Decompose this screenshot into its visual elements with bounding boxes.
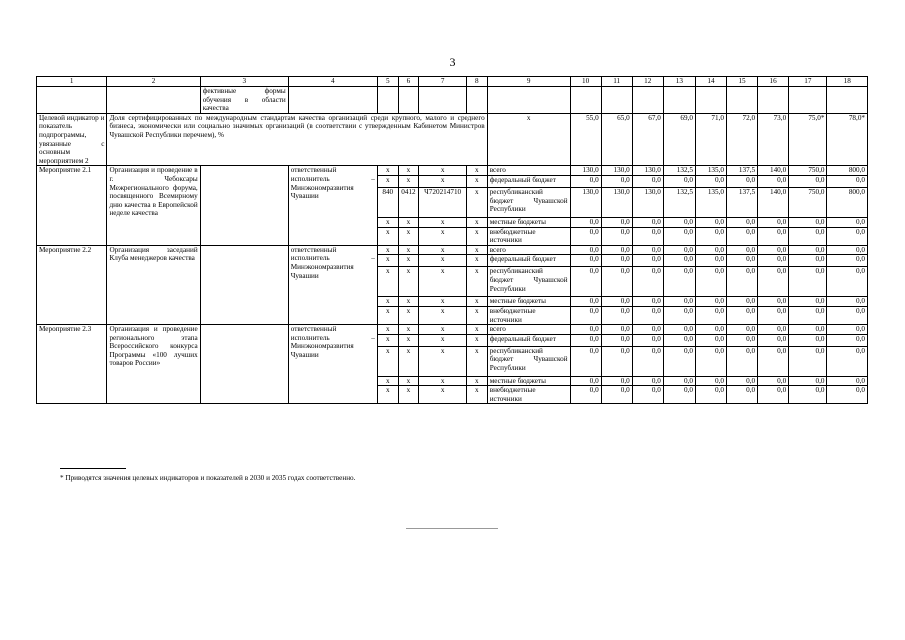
code-cell: x xyxy=(419,306,467,324)
code-cell: x xyxy=(398,255,419,267)
code-cell: x xyxy=(466,267,487,297)
funding-value: 0,0 xyxy=(727,306,758,324)
funding-value: 0,0 xyxy=(695,267,726,297)
funding-value: 0,0 xyxy=(758,245,789,255)
header-row xyxy=(37,77,868,87)
funding-value: 130,0 xyxy=(601,187,632,217)
funding-value: 0,0 xyxy=(727,376,758,386)
column-header: 7 xyxy=(419,77,467,87)
funding-value: 0,0 xyxy=(727,175,758,187)
indicator-value: 55,0 xyxy=(570,113,601,166)
code-cell: x xyxy=(466,166,487,176)
code-cell: x xyxy=(398,227,419,245)
column-header: 4 xyxy=(288,77,377,87)
code-cell: x xyxy=(377,346,398,376)
funding-value: 0,0 xyxy=(570,175,601,187)
code-cell: x xyxy=(398,306,419,324)
code-cell: x xyxy=(419,325,467,335)
funding-value: 0,0 xyxy=(632,297,663,307)
indicator-label: Целевой индикатор и показатель подпрограммы, увязанные с основным мероприятием 2 xyxy=(37,113,107,166)
funding-value: 0,0 xyxy=(632,267,663,297)
funding-source: федеральный бюджет xyxy=(487,255,570,267)
funding-value: 0,0 xyxy=(758,217,789,227)
indicator-value: 67,0 xyxy=(632,113,663,166)
code-cell: x xyxy=(466,306,487,324)
code-cell: x xyxy=(419,255,467,267)
funding-value: 130,0 xyxy=(570,166,601,176)
funding-value: 0,0 xyxy=(601,217,632,227)
funding-row xyxy=(37,166,868,176)
code-cell: x xyxy=(419,346,467,376)
code-cell: x xyxy=(398,267,419,297)
column-header: 14 xyxy=(695,77,726,87)
funding-value: 0,0 xyxy=(727,267,758,297)
column-header: 1 xyxy=(37,77,107,87)
funding-value: 132,5 xyxy=(663,187,695,217)
code-cell: x xyxy=(466,376,487,386)
funding-value: 0,0 xyxy=(632,376,663,386)
funding-value: 0,0 xyxy=(695,386,726,404)
funding-value: 0,0 xyxy=(789,267,827,297)
code-cell: x xyxy=(466,227,487,245)
event-label: Мероприятие 2.3 xyxy=(37,325,107,404)
code-cell: x xyxy=(398,376,419,386)
funding-source: федеральный бюджет xyxy=(487,175,570,187)
event-name: Организация и проведение в г. Чебоксары Межрегионального форума, посвященного Всемирному дню качества в Европейской неделе качества xyxy=(107,166,200,245)
code-cell: x xyxy=(419,386,467,404)
funding-value: 0,0 xyxy=(570,334,601,346)
code-cell: x xyxy=(377,325,398,335)
funding-value: 0,0 xyxy=(601,245,632,255)
funding-value: 0,0 xyxy=(570,376,601,386)
funding-value: 0,0 xyxy=(663,217,695,227)
funding-value: 0,0 xyxy=(827,334,868,346)
funding-source: местные бюджеты xyxy=(487,376,570,386)
funding-source: всего xyxy=(487,166,570,176)
funding-value: 0,0 xyxy=(601,334,632,346)
funding-source: федеральный бюджет xyxy=(487,334,570,346)
funding-source: республиканский бюджет Чувашской Республики xyxy=(487,346,570,376)
funding-value: 0,0 xyxy=(727,255,758,267)
funding-value: 0,0 xyxy=(632,217,663,227)
funding-value: 0,0 xyxy=(663,306,695,324)
code-cell: Ч720214710 xyxy=(419,187,467,217)
funding-value: 0,0 xyxy=(663,227,695,245)
column-header: 18 xyxy=(827,77,868,87)
footnote-divider xyxy=(60,468,126,469)
funding-value: 0,0 xyxy=(663,297,695,307)
code-cell: x xyxy=(377,376,398,386)
funding-value: 132,5 xyxy=(663,166,695,176)
funding-value: 0,0 xyxy=(663,255,695,267)
code-cell: x xyxy=(377,217,398,227)
funding-value: 0,0 xyxy=(758,175,789,187)
indicator-text: Доля сертифицированных по международным стандартам качества организаций среди крупного, малого и среднего бизнеса, экономически или социально значимых организаций (в соответствии с утвержденным Кабинетом Министров Чувашской Республики перечнем), % xyxy=(107,113,487,166)
column-header: 6 xyxy=(398,77,419,87)
event-name: Организация и проведение регионального этапа Всероссийского конкурса Программы «100 лучших товаров России» xyxy=(107,325,200,404)
funding-value: 0,0 xyxy=(663,267,695,297)
funding-value: 0,0 xyxy=(758,255,789,267)
funding-value: 0,0 xyxy=(789,334,827,346)
funding-value: 0,0 xyxy=(695,334,726,346)
column-header: 9 xyxy=(487,77,570,87)
code-cell: x xyxy=(398,166,419,176)
funding-value: 135,0 xyxy=(695,166,726,176)
funding-value: 0,0 xyxy=(601,306,632,324)
indicator-x: x xyxy=(487,113,570,166)
funding-value: 0,0 xyxy=(789,306,827,324)
column-header: 2 xyxy=(107,77,200,87)
funding-value: 0,0 xyxy=(789,325,827,335)
code-cell: x xyxy=(377,166,398,176)
funding-value: 137,5 xyxy=(727,187,758,217)
funding-value: 0,0 xyxy=(827,255,868,267)
funding-value: 0,0 xyxy=(663,325,695,335)
funding-value: 0,0 xyxy=(570,267,601,297)
code-cell: x xyxy=(419,267,467,297)
funding-value: 0,0 xyxy=(789,376,827,386)
funding-value: 0,0 xyxy=(663,386,695,404)
column-header: 13 xyxy=(663,77,695,87)
program-table xyxy=(36,76,868,404)
funding-value: 0,0 xyxy=(570,325,601,335)
column-header: 12 xyxy=(632,77,663,87)
funding-value: 0,0 xyxy=(601,297,632,307)
code-cell: x xyxy=(377,297,398,307)
column-header: 10 xyxy=(570,77,601,87)
code-cell: x xyxy=(398,175,419,187)
funding-source: внебюджетные источники xyxy=(487,227,570,245)
funding-value: 0,0 xyxy=(727,325,758,335)
code-cell: x xyxy=(419,217,467,227)
funding-value: 0,0 xyxy=(789,245,827,255)
funding-value: 0,0 xyxy=(570,217,601,227)
funding-value: 0,0 xyxy=(727,217,758,227)
funding-value: 0,0 xyxy=(727,245,758,255)
funding-value: 135,0 xyxy=(695,187,726,217)
funding-value: 0,0 xyxy=(789,227,827,245)
code-cell: x xyxy=(398,325,419,335)
code-cell: x xyxy=(398,334,419,346)
code-cell: x xyxy=(466,325,487,335)
funding-value: 0,0 xyxy=(632,175,663,187)
code-cell: x xyxy=(377,306,398,324)
code-cell: x xyxy=(466,297,487,307)
funding-source: республиканский бюджет Чувашской Республики xyxy=(487,187,570,217)
funding-value: 0,0 xyxy=(758,325,789,335)
funding-value: 0,0 xyxy=(789,255,827,267)
funding-value: 0,0 xyxy=(695,175,726,187)
funding-value: 0,0 xyxy=(789,175,827,187)
funding-value: 0,0 xyxy=(632,386,663,404)
code-cell: x xyxy=(419,376,467,386)
code-cell: x xyxy=(466,187,487,217)
funding-value: 130,0 xyxy=(570,187,601,217)
funding-value: 0,0 xyxy=(695,217,726,227)
code-cell: x xyxy=(466,217,487,227)
funding-value: 0,0 xyxy=(827,376,868,386)
funding-value: 0,0 xyxy=(827,306,868,324)
funding-value: 0,0 xyxy=(727,386,758,404)
column-header: 11 xyxy=(601,77,632,87)
funding-value: 0,0 xyxy=(570,255,601,267)
code-cell: x xyxy=(466,255,487,267)
funding-value: 0,0 xyxy=(601,175,632,187)
code-cell: x xyxy=(377,267,398,297)
column-header: 5 xyxy=(377,77,398,87)
continuation-row xyxy=(37,87,868,114)
code-cell: x xyxy=(377,175,398,187)
funding-value: 0,0 xyxy=(663,334,695,346)
event-responsible: ответственный исполнитель – Минэкономразвития Чувашии xyxy=(288,245,377,324)
indicator-row xyxy=(37,113,868,166)
funding-value: 0,0 xyxy=(789,297,827,307)
funding-value: 750,0 xyxy=(789,187,827,217)
event-label: Мероприятие 2.1 xyxy=(37,166,107,245)
funding-value: 800,0 xyxy=(827,187,868,217)
event-responsible: ответственный исполнитель – Минэкономразвития Чувашии xyxy=(288,166,377,245)
footnote: * Приводятся значения целевых индикаторов и показателей в 2030 и 2035 годах соответственно. xyxy=(60,474,356,482)
funding-value: 0,0 xyxy=(601,227,632,245)
funding-value: 0,0 xyxy=(758,297,789,307)
funding-value: 0,0 xyxy=(601,267,632,297)
event-responsible: ответственный исполнитель – Минэкономразвития Чувашии xyxy=(288,325,377,404)
funding-value: 0,0 xyxy=(570,306,601,324)
funding-value: 0,0 xyxy=(727,334,758,346)
code-cell: x xyxy=(419,166,467,176)
funding-value: 0,0 xyxy=(632,245,663,255)
code-cell: x xyxy=(377,245,398,255)
code-cell: x xyxy=(377,227,398,245)
indicator-value: 72,0 xyxy=(727,113,758,166)
funding-source: внебюджетные источники xyxy=(487,386,570,404)
funding-source: республиканский бюджет Чувашской Республики xyxy=(487,267,570,297)
code-cell: 0412 xyxy=(398,187,419,217)
funding-value: 0,0 xyxy=(695,245,726,255)
funding-value: 0,0 xyxy=(632,325,663,335)
funding-value: 0,0 xyxy=(570,386,601,404)
funding-value: 0,0 xyxy=(695,297,726,307)
funding-value: 0,0 xyxy=(632,255,663,267)
funding-source: внебюджетные источники xyxy=(487,306,570,324)
funding-value: 0,0 xyxy=(789,346,827,376)
code-cell: x xyxy=(466,386,487,404)
funding-value: 130,0 xyxy=(632,166,663,176)
funding-value: 0,0 xyxy=(695,325,726,335)
funding-value: 0,0 xyxy=(570,245,601,255)
funding-value: 0,0 xyxy=(789,386,827,404)
end-divider xyxy=(406,528,498,529)
funding-value: 750,0 xyxy=(789,166,827,176)
code-cell: x xyxy=(398,217,419,227)
indicator-value: 71,0 xyxy=(695,113,726,166)
funding-value: 0,0 xyxy=(601,346,632,376)
funding-value: 0,0 xyxy=(758,386,789,404)
funding-value: 0,0 xyxy=(570,297,601,307)
funding-source: всего xyxy=(487,325,570,335)
funding-value: 140,0 xyxy=(758,166,789,176)
page-number: 3 xyxy=(449,55,456,69)
indicator-value: 65,0 xyxy=(601,113,632,166)
event-label: Мероприятие 2.2 xyxy=(37,245,107,324)
funding-value: 0,0 xyxy=(663,376,695,386)
funding-value: 0,0 xyxy=(758,306,789,324)
column-header: 15 xyxy=(727,77,758,87)
funding-value: 0,0 xyxy=(632,306,663,324)
code-cell: x xyxy=(398,346,419,376)
funding-value: 0,0 xyxy=(727,346,758,376)
code-cell: x xyxy=(377,255,398,267)
funding-value: 0,0 xyxy=(601,255,632,267)
funding-value: 0,0 xyxy=(601,376,632,386)
funding-value: 800,0 xyxy=(827,166,868,176)
funding-value: 0,0 xyxy=(758,346,789,376)
funding-value: 0,0 xyxy=(695,346,726,376)
code-cell: x xyxy=(466,245,487,255)
funding-value: 0,0 xyxy=(827,325,868,335)
funding-value: 130,0 xyxy=(601,166,632,176)
funding-value: 0,0 xyxy=(663,175,695,187)
column-header: 8 xyxy=(466,77,487,87)
funding-value: 0,0 xyxy=(827,267,868,297)
code-cell: x xyxy=(419,227,467,245)
code-cell: x xyxy=(466,175,487,187)
column-header: 17 xyxy=(789,77,827,87)
funding-value: 0,0 xyxy=(758,376,789,386)
indicator-value: 75,0* xyxy=(789,113,827,166)
form-of-training-cell: фективные формы обучения в области качества xyxy=(200,87,288,114)
code-cell: x xyxy=(398,386,419,404)
code-cell: x xyxy=(419,245,467,255)
funding-value: 0,0 xyxy=(827,175,868,187)
indicator-value: 78,0* xyxy=(827,113,868,166)
funding-value: 0,0 xyxy=(695,306,726,324)
funding-value: 0,0 xyxy=(695,255,726,267)
code-cell: x xyxy=(398,297,419,307)
funding-value: 0,0 xyxy=(827,217,868,227)
funding-value: 0,0 xyxy=(827,297,868,307)
funding-value: 0,0 xyxy=(827,346,868,376)
funding-value: 0,0 xyxy=(663,346,695,376)
column-header: 3 xyxy=(200,77,288,87)
funding-value: 0,0 xyxy=(727,227,758,245)
funding-value: 0,0 xyxy=(632,334,663,346)
funding-value: 0,0 xyxy=(632,346,663,376)
event-empty xyxy=(200,245,288,324)
funding-value: 0,0 xyxy=(570,227,601,245)
code-cell: x xyxy=(377,386,398,404)
funding-value: 0,0 xyxy=(601,386,632,404)
indicator-value: 73,0 xyxy=(758,113,789,166)
funding-value: 0,0 xyxy=(695,227,726,245)
funding-value: 0,0 xyxy=(827,227,868,245)
funding-source: местные бюджеты xyxy=(487,217,570,227)
event-empty xyxy=(200,166,288,245)
funding-value: 0,0 xyxy=(758,334,789,346)
funding-value: 130,0 xyxy=(632,187,663,217)
code-cell: x xyxy=(419,175,467,187)
code-cell: x xyxy=(377,334,398,346)
funding-value: 137,5 xyxy=(727,166,758,176)
code-cell: x xyxy=(419,297,467,307)
funding-value: 0,0 xyxy=(570,346,601,376)
funding-source: всего xyxy=(487,245,570,255)
funding-value: 0,0 xyxy=(758,227,789,245)
funding-value: 0,0 xyxy=(827,245,868,255)
funding-value: 0,0 xyxy=(663,245,695,255)
funding-value: 0,0 xyxy=(727,297,758,307)
funding-row xyxy=(37,325,868,335)
funding-row xyxy=(37,245,868,255)
event-name: Организация заседаний Клуба менеджеров качества xyxy=(107,245,200,324)
code-cell: x xyxy=(398,245,419,255)
code-cell: x xyxy=(419,334,467,346)
funding-value: 0,0 xyxy=(601,325,632,335)
code-cell: 840 xyxy=(377,187,398,217)
funding-value: 0,0 xyxy=(632,227,663,245)
funding-value: 0,0 xyxy=(827,386,868,404)
funding-value: 0,0 xyxy=(695,376,726,386)
code-cell: x xyxy=(466,334,487,346)
code-cell: x xyxy=(466,346,487,376)
funding-value: 0,0 xyxy=(789,217,827,227)
funding-source: местные бюджеты xyxy=(487,297,570,307)
event-empty xyxy=(200,325,288,404)
indicator-value: 69,0 xyxy=(663,113,695,166)
column-header: 16 xyxy=(758,77,789,87)
funding-value: 0,0 xyxy=(758,267,789,297)
funding-value: 140,0 xyxy=(758,187,789,217)
